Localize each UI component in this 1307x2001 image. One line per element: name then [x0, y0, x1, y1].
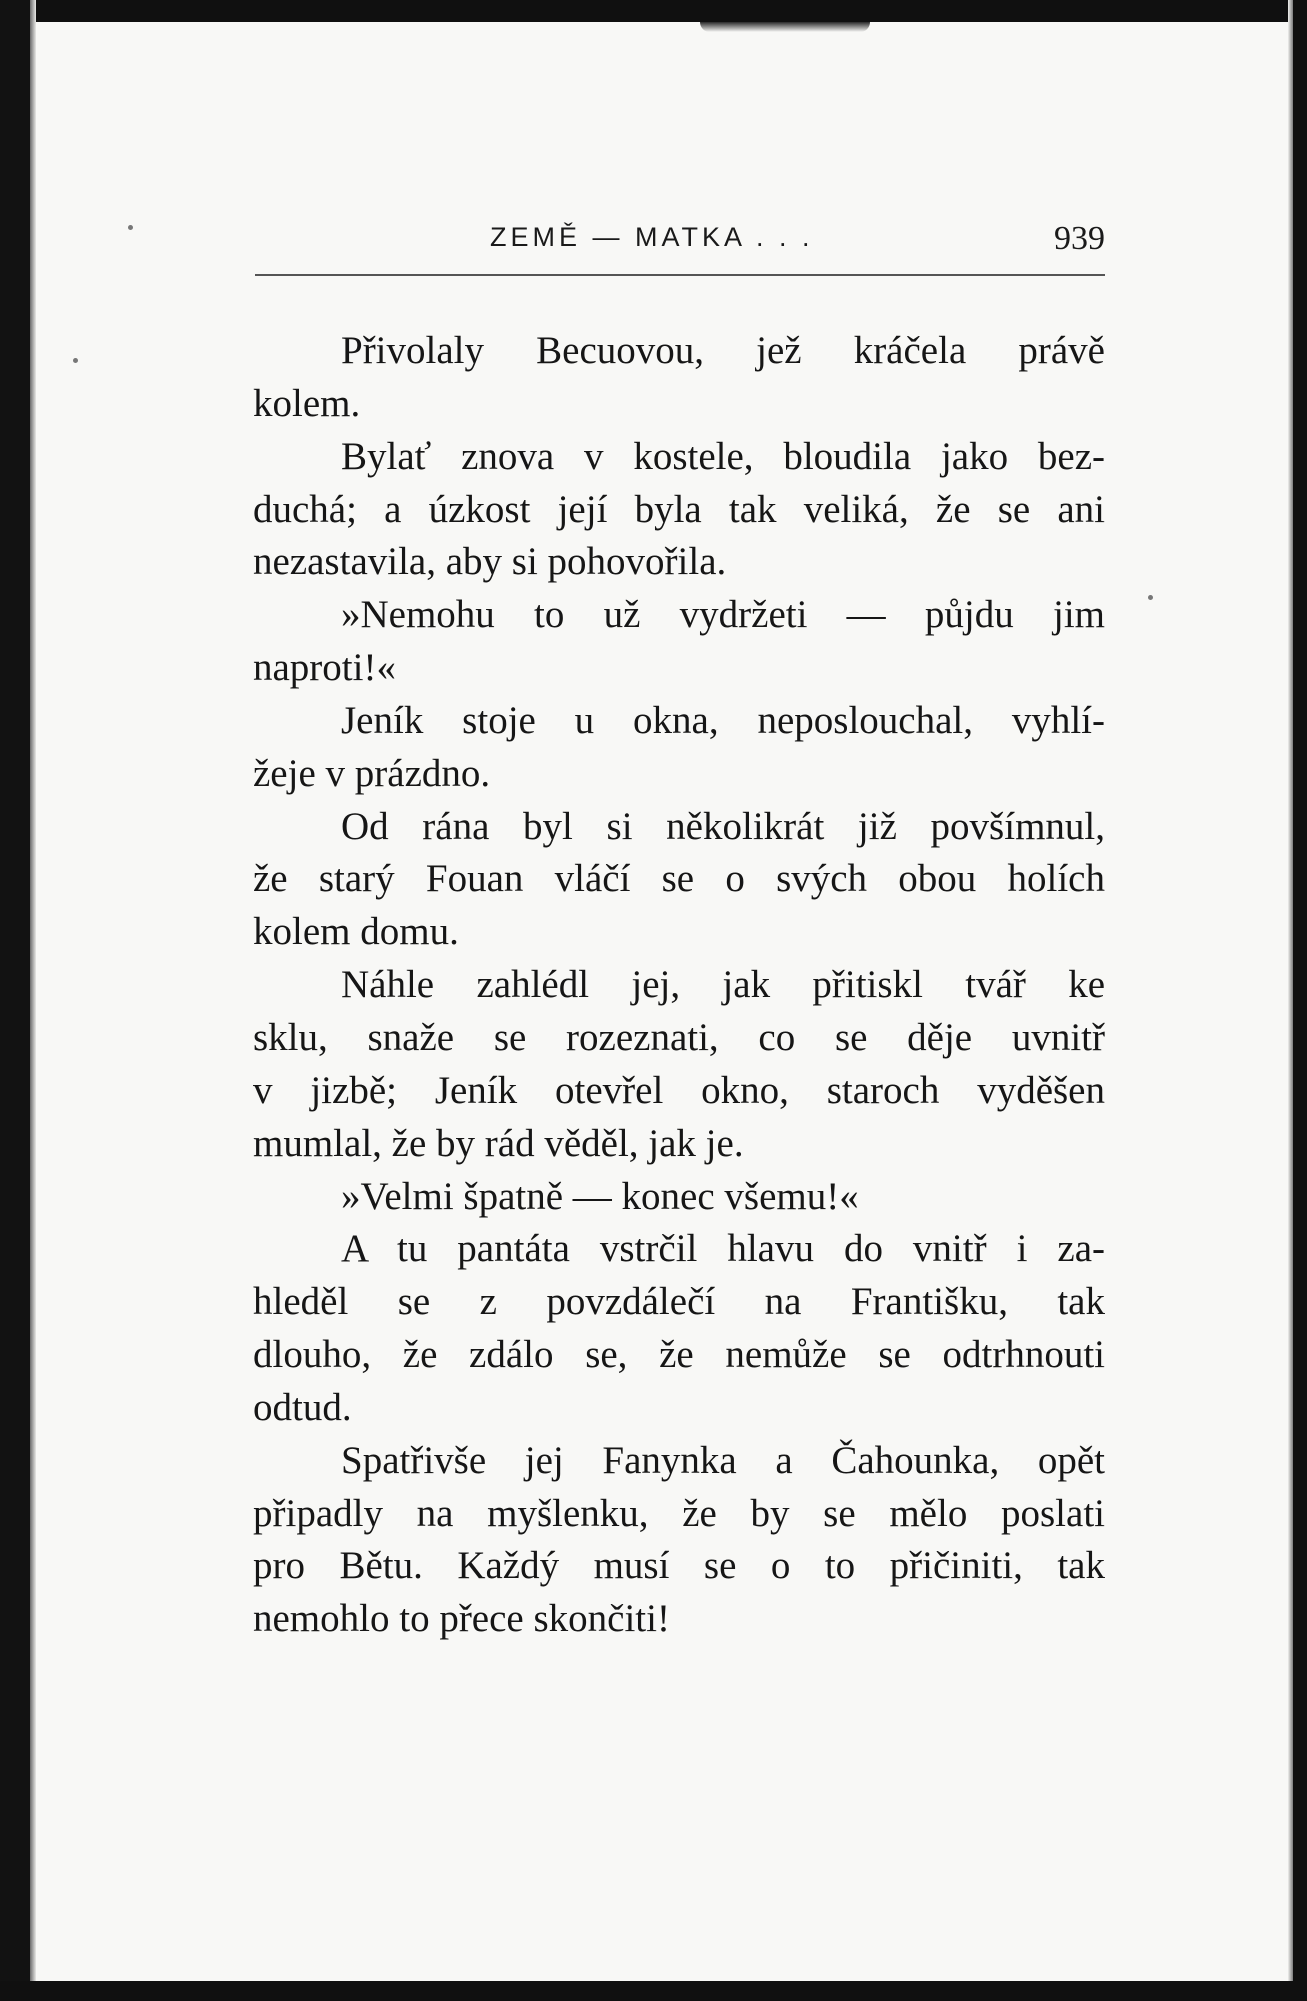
text-line: nezastavila, aby si pohovořila.: [253, 540, 727, 584]
text-line: odtud.: [253, 1385, 352, 1429]
text-line: kolem.: [253, 381, 361, 425]
text-line: A tu pantáta vstrčil hlavu do vnitř i za-: [341, 1227, 1105, 1271]
text-line: »Velmi špatně — konec všemu!«: [341, 1174, 859, 1218]
running-title: ZEMĚ — MATKA . . .: [490, 222, 814, 252]
text-line: Náhle zahlédl jej, jak přitiskl tvář ke: [341, 963, 1105, 1007]
text-line: že starý Fouan vláčí se o svých obou holích: [253, 857, 1105, 901]
text-line: kolem domu.: [253, 910, 459, 954]
text-line: Přivolaly Becuovou, jež kráčela právě: [341, 329, 1105, 372]
text-line: pro Bětu. Každý musí se o to přičiniti, tak: [253, 1544, 1105, 1588]
scan-border-top: [0, 0, 1307, 22]
running-head: [255, 222, 1105, 282]
text-line: Bylať znova v kostele, bloudila jako bez-: [341, 434, 1105, 478]
scan-shadow-right: [1288, 0, 1293, 2001]
scan-shadow-left: [30, 0, 36, 2001]
dust-speck: [1148, 595, 1153, 600]
text-line: Jeník stoje u okna, neposlouchal, vyhlí-: [341, 698, 1105, 742]
text-line: hleděl se z povzdálečí na Františku, tak: [253, 1280, 1105, 1324]
scan-border-bottom: [0, 1981, 1307, 2001]
text-line: mumlal, že by rád věděl, jak je.: [253, 1121, 744, 1165]
text-line: duchá; a úzkost její byla tak veliká, že se ani: [253, 487, 1105, 531]
text-line: naproti!«: [253, 646, 396, 690]
text-line: dlouho, že zdálo se, že nemůže se odtrhnouti: [253, 1333, 1105, 1377]
text-line: Spatřivše jej Fanynka a Čahounka, opět: [341, 1438, 1105, 1482]
body-text: [253, 325, 1105, 1646]
scan-border-right: [1293, 0, 1307, 2001]
dust-speck: [128, 225, 133, 230]
header-rule: [255, 274, 1105, 276]
text-line: Od rána byl si několikrát již povšímnul,: [341, 804, 1105, 848]
text-line: v jizbě; Jeník otevřel okno, staroch vyděšen: [253, 1068, 1105, 1112]
scan-shadow-top: [700, 22, 870, 32]
dust-speck: [73, 358, 78, 363]
text-line: připadly na myšlenku, že by se mělo poslati: [253, 1491, 1105, 1535]
scan-border-left: [0, 0, 30, 2001]
page-number: 939: [1054, 220, 1105, 257]
text-line: sklu, snaže se rozeznati, co se děje uvnitř: [253, 1015, 1105, 1059]
text-line: žeje v prázdno.: [253, 751, 491, 795]
text-line: nemohlo to přece skončiti!: [253, 1597, 670, 1641]
text-line: »Nemohu to už vydržeti — půjdu jim: [341, 593, 1105, 637]
